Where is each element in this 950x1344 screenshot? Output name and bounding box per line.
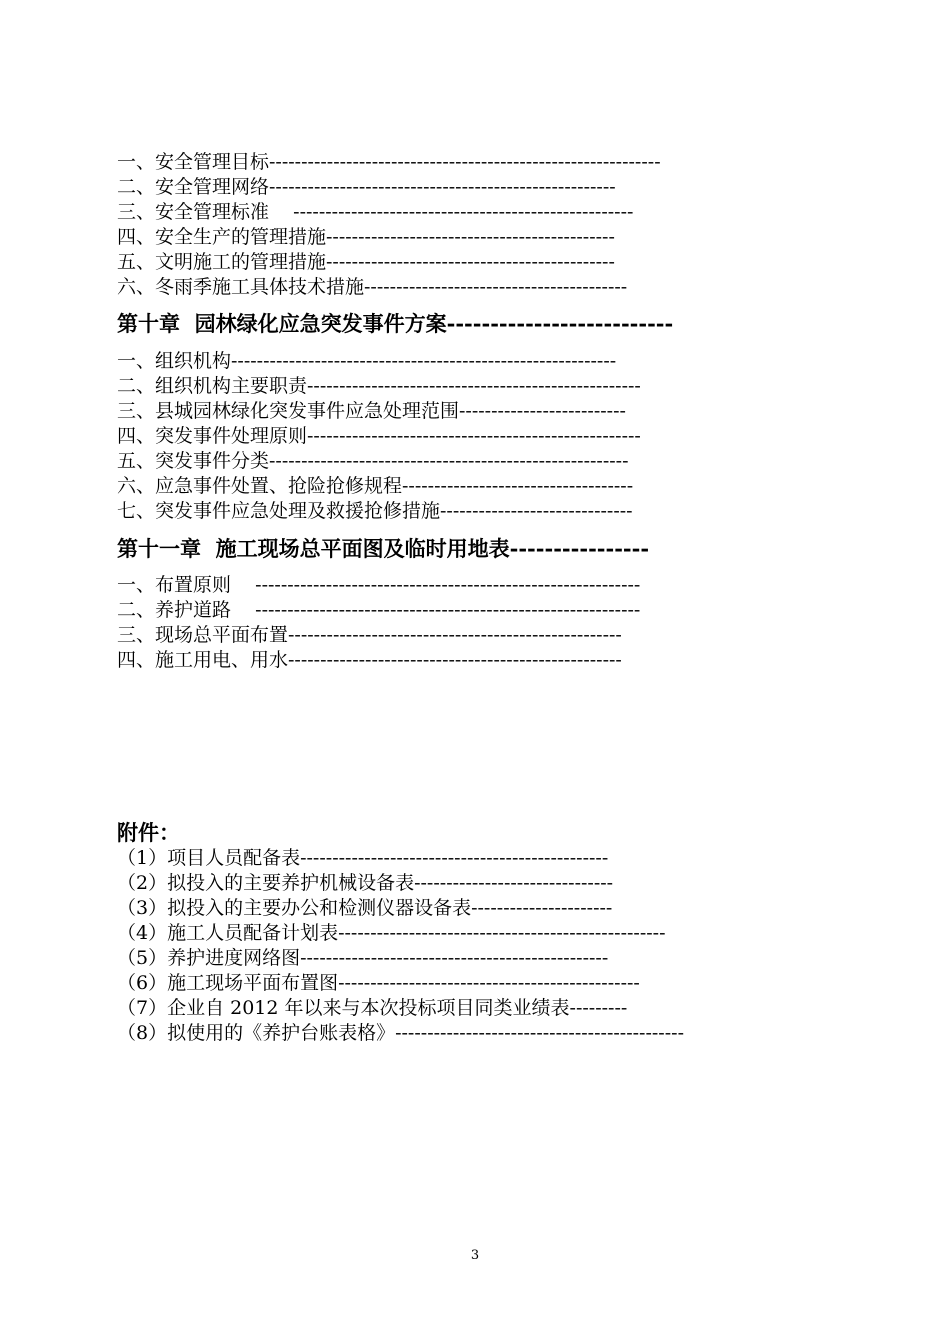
attachment-item: （4）施工人员配备计划表--------------------------------------------------- [117,922,666,944]
toc-item: 六、冬雨季施工具体技术措施----------------------------------------- [117,276,628,298]
toc-item: 五、突发事件分类-------------------------------------------------------- [117,450,629,472]
attachment-item: （7）企业自 2012 年以来与本次投标项目同类业绩表--------- [117,997,628,1019]
toc-item: 二、养护道路 ------------------------------------------------------------ [117,599,641,621]
attachment-item: （8）拟使用的《养护台账表格》--------------------------------------------- [117,1022,684,1044]
toc-item: 一、安全管理目标------------------------------------------------------------- [117,151,661,173]
attachment-item: （6）施工现场平面布置图----------------------------------------------- [117,972,640,994]
toc-item: 四、突发事件处理原则---------------------------------------------------- [117,425,641,447]
chapter-11-leader: ---------------- [509,536,650,561]
chapter-10-title: 第十章 园林绿化应急突发事件方案 [117,312,447,336]
toc-item: 二、安全管理网络------------------------------------------------------ [117,176,616,198]
chapter-10-heading [117,310,673,338]
toc-item: 四、安全生产的管理措施--------------------------------------------- [117,226,615,248]
attachment-item: （5）养护进度网络图------------------------------------------------ [117,947,609,969]
toc-item: 三、县城园林绿化突发事件应急处理范围-------------------------- [117,400,626,422]
toc-item: 四、施工用电、用水---------------------------------------------------- [117,649,622,671]
toc-item: 一、布置原则 ------------------------------------------------------------ [117,574,641,596]
toc-item: 一、组织机构------------------------------------------------------------ [117,350,617,372]
toc-item: 六、应急事件处置、抢险抢修规程------------------------------------ [117,475,634,497]
page-number: 3 [470,1248,480,1263]
chapter-11-title: 第十一章 施工现场总平面图及临时用地表 [117,537,510,561]
toc-item: 七、突发事件应急处理及救援抢修措施------------------------------ [117,500,633,522]
attachment-item: （3）拟投入的主要办公和检测仪器设备表---------------------- [117,897,613,919]
toc-item: 三、现场总平面布置---------------------------------------------------- [117,624,622,646]
toc-item: 五、文明施工的管理措施--------------------------------------------- [117,251,615,273]
chapter-11-heading [117,535,649,563]
attachment-item: （2）拟投入的主要养护机械设备表------------------------------- [117,872,614,894]
attachments-heading: 附件： [117,821,180,845]
chapter-10-leader: -------------------------- [446,311,674,336]
attachment-item: （1）项目人员配备表------------------------------------------------ [117,847,609,869]
toc-item: 二、组织机构主要职责---------------------------------------------------- [117,375,641,397]
toc-item: 三、安全管理标准 ----------------------------------------------------- [117,201,634,223]
